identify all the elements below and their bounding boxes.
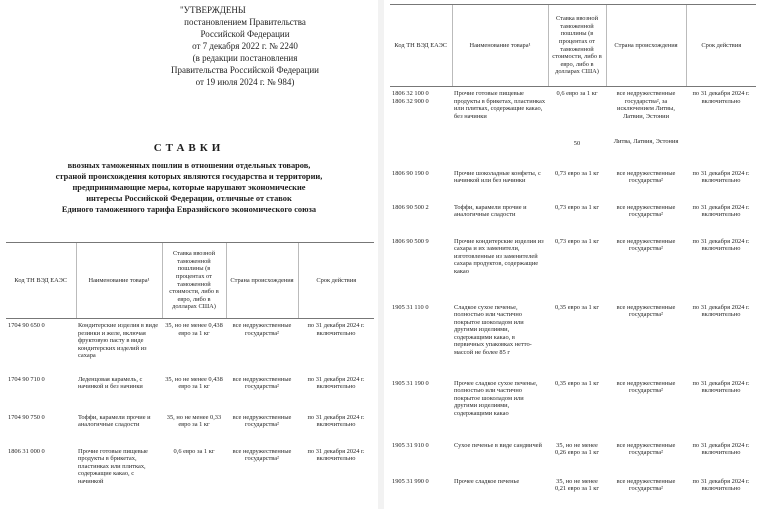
tariff-table-right xyxy=(390,4,756,496)
cell-country: все недружественные государства² xyxy=(232,447,292,463)
cell-country-value: все недружественные государства², за исключением Литвы, Латвии, Эстонии xyxy=(616,90,676,120)
cell-rate: 35, но не менее 0,21 евро за 1 кг xyxy=(554,477,600,493)
approval-line: Российской Федерации xyxy=(200,29,290,39)
cell-term: по 31 декабря 2024 г. включительно xyxy=(692,441,750,457)
cell-rate: 0,35 евро за 1 кг xyxy=(554,379,600,387)
cell-name: Прочие шоколадные конфеты, с начинкой или без начинки xyxy=(454,169,541,185)
cell-term: по 31 декабря 2024 г. включительно xyxy=(692,203,750,219)
subtitle-line: Единого таможенного тарифа Евразийского экономического союза xyxy=(61,205,317,214)
table-row xyxy=(6,373,374,411)
approval-line: Правительства Российской Федерации xyxy=(171,65,319,75)
cell-code: 1806 90 190 0 xyxy=(392,169,429,177)
cell-name: Тоффи, карамели прочие и аналогичные сладости xyxy=(78,413,151,429)
cell-code: 1704 90 750 0 xyxy=(8,413,45,421)
subtitle-line: ввозных таможенных пошлин в отношении отдельных товаров, xyxy=(67,161,311,170)
document-page-right xyxy=(384,0,760,509)
cell-rate-value: 0,6 евро за 1 кг xyxy=(556,90,598,97)
table-row xyxy=(390,201,756,235)
cell-term: по 31 декабря 2024 г. включительно xyxy=(692,379,750,395)
document-subtitle xyxy=(0,160,378,215)
approval-line: от 19 июля 2024 г. № 984) xyxy=(195,77,295,87)
column-header-country: Страна происхождения xyxy=(606,5,686,87)
column-header-code: Код ТН ВЭД ЕАЭС xyxy=(390,5,452,87)
column-header-country: Страна происхождения xyxy=(226,243,298,319)
column-header-code: Код ТН ВЭД ЕАЭС xyxy=(6,243,76,319)
cell-rate: 0,35 евро за 1 кг xyxy=(554,303,600,311)
cell-term: по 31 декабря 2024 г. включительно xyxy=(692,303,750,319)
cell-code: 1806 90 500 2 xyxy=(392,203,429,211)
cell-code: 1905 31 190 0 xyxy=(392,379,429,387)
cell-term: по 31 декабря 2024 г. включительно xyxy=(307,375,365,391)
approval-stamp xyxy=(150,4,340,88)
cell-name: Прочее сладкое сухое печенье, полностью или частично покрытое шоколадом или другими изделиями, содержащими какао xyxy=(454,379,538,417)
cell-term: по 31 декабря 2024 г. включительно xyxy=(692,477,750,493)
cell-country: все недружественные государства² xyxy=(232,322,292,337)
cell-code: 1806 32 100 0 1806 32 900 0 xyxy=(392,90,429,105)
cell-rate: 0,73 евро за 1 кг xyxy=(554,203,600,211)
cell-rate: 35, но не менее 0,33 евро за 1 кг xyxy=(166,413,222,429)
cell-term: по 31 декабря 2024 г. включительно xyxy=(692,237,750,253)
table-row xyxy=(390,167,756,201)
cell-name: Прочие готовые пищевые продукты в брикетах, пластинках или плитках, содержащие какао, без начинки xyxy=(454,90,546,120)
cell-name: Сладкое сухое печенье, полностью или частично покрытое шоколадом или другими изделиями, содержащими какао, в первичных упаковках нетто-массой не более 85 г xyxy=(454,303,532,357)
tariff-table-left xyxy=(6,242,374,488)
table-row xyxy=(390,475,756,496)
cell-country: все недружественные государства² xyxy=(616,203,676,219)
cell-rate: 35, но не менее 0,26 евро за 1 кг xyxy=(554,441,600,457)
column-header-rate: Ставка ввозной таможенной пошлины (в процентах от таможенной стоимости, либо в евро, либо в долларах США) xyxy=(162,243,226,319)
cell-country: все недружественные государства² xyxy=(616,169,676,185)
table-row xyxy=(390,301,756,377)
cell-term: по 31 декабря 2024 г. включительно xyxy=(307,322,365,337)
table-row xyxy=(6,445,374,489)
document-page-left xyxy=(0,0,378,509)
table-row xyxy=(390,235,756,301)
cell-code: 1806 31 000 0 xyxy=(8,447,45,455)
cell-name: Прочие кондитерские изделия из сахара и их заменители, изготовленные из заменителей сахара продуктов, содержащие какао xyxy=(454,237,544,275)
cell-name: Тоффи, карамели прочие и аналогичные сладости xyxy=(454,203,527,219)
cell-term: по 31 декабря 2024 г. включительно xyxy=(307,447,365,463)
cell-rate: 0,73 евро за 1 кг xyxy=(554,237,600,245)
cell-name: Сухое печенье в виде сандвичей xyxy=(454,441,542,449)
cell-country-value: Литва, Латвия, Эстония xyxy=(613,138,679,146)
approval-line: постановлением Правительства xyxy=(184,17,306,27)
cell-country: все недружественные государства² xyxy=(232,375,292,391)
column-header-term: Срок действия xyxy=(686,5,756,87)
table-row xyxy=(6,319,374,373)
cell-code: 1806 90 500 9 xyxy=(392,237,429,245)
cell-term: по 31 декабря 2024 г. включительно xyxy=(692,169,750,185)
cell-code: 1905 31 990 0 xyxy=(392,477,429,485)
subtitle-line: интересы Российской Федерации, отличные от ставок xyxy=(86,194,292,203)
cell-country: все недружественные государства² xyxy=(616,237,676,253)
cell-term: по 31 декабря 2024 г. включительно xyxy=(307,413,365,429)
cell-country: все недружественные государства² xyxy=(616,303,676,319)
cell-country xyxy=(606,87,686,167)
subtitle-line: предпринимающие меры, которые нарушают экономические xyxy=(72,183,306,192)
cell-rate: 0,6 евро за 1 кг xyxy=(173,447,215,455)
table-row xyxy=(390,87,756,167)
cell-rate: 0,73 евро за 1 кг xyxy=(554,169,600,177)
column-header-rate: Ставка ввозной таможенной пошлины (в процентах от таможенной стоимости, либо в евро, либо в долларах США) xyxy=(548,5,606,87)
subtitle-line: страной происхождения которых являются государства и территории, xyxy=(55,172,323,181)
cell-rate-value: 50 xyxy=(573,139,581,147)
column-header-term: Срок действия xyxy=(298,243,374,319)
cell-name: Прочие готовые пищевые продукты в брикетах, пластинках или плитках, содержащие какао, с начинкой xyxy=(78,447,148,485)
cell-name: Прочее сладкое печенье xyxy=(454,477,520,485)
cell-name: Кондитерские изделия в виде резинки и желе, включая фруктовую пасту в виде кондитерских изделий из сахара xyxy=(78,322,159,360)
cell-code: 1704 90 650 0 xyxy=(8,322,45,329)
table-row xyxy=(6,411,374,445)
cell-country: все недружественные государства² xyxy=(232,413,292,429)
column-header-name: Наименование товара¹ xyxy=(76,243,162,319)
table-row xyxy=(390,377,756,439)
cell-country: все недружественные государства² xyxy=(616,441,676,457)
cell-term: по 31 декабря 2024 г. включительно xyxy=(692,90,750,105)
cell-rate: 35, но не менее 0,438 евро за 1 кг xyxy=(165,375,223,391)
table-row xyxy=(390,439,756,475)
cell-name: Леденцовая карамель, с начинкой и без начинки xyxy=(78,375,143,391)
column-header-name: Наименование товара¹ xyxy=(452,5,548,87)
approval-line: от 7 декабря 2022 г. № 2240 xyxy=(192,41,298,51)
cell-code: 1704 90 710 0 xyxy=(8,375,45,383)
cell-rate xyxy=(548,87,606,167)
cell-code: 1905 31 110 0 xyxy=(392,303,429,311)
document-title: СТАВКИ xyxy=(153,142,225,154)
cell-code: 1905 31 910 0 xyxy=(392,441,429,449)
approval-line: "УТВЕРЖДЕНЫ xyxy=(180,5,246,15)
cell-rate: 35, но не менее 0,438 евро за 1 кг xyxy=(165,322,223,337)
cell-country: все недружественные государства² xyxy=(616,379,676,395)
approval-line: (в редакции постановления xyxy=(192,53,298,63)
cell-country: все недружественные государства² xyxy=(616,477,676,493)
